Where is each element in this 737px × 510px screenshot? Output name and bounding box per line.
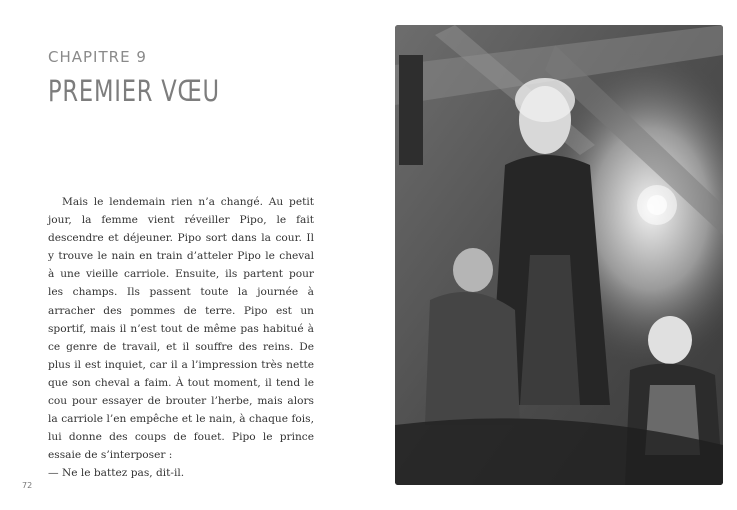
illustration-drawing bbox=[395, 25, 723, 485]
chapter-title: PREMIER VŒU bbox=[48, 74, 220, 108]
body-text bbox=[48, 193, 314, 483]
paragraph-dialog: — Ne le battez pas, dit-il. bbox=[48, 467, 185, 480]
paragraph-narration: Mais le lendemain rien n’a changé. Au petit jour, la femme vient réveiller Pipo, le fait descendre et déjeuner. Pipo sort dans la cour. Il y trouve le nain en train d’atteler Pipo le cheval à une vieille carriole. Ensuite, ils partent pour les champs. Ils passent toute la journée à arracher des pommes de terre. Pipo est un sportif, mais il n’est tout de même pas habitué à ce genre de travail, et il souffre des reins. De plus il est inquiet, car il a l’impression très nette que son cheval a faim. À tout moment, il tend le cou pour essayer de brouter l’herbe, mais alors la carriole l’en empêche et le nain, à chaque fois, lui donne des coups de fouet. Pipo le prince essaie de s’interposer : bbox=[48, 196, 314, 462]
illustration bbox=[395, 25, 723, 485]
chapter-label: CHAPITRE 9 bbox=[48, 48, 147, 66]
page-number: 72 bbox=[22, 481, 33, 490]
left-page bbox=[0, 0, 368, 510]
